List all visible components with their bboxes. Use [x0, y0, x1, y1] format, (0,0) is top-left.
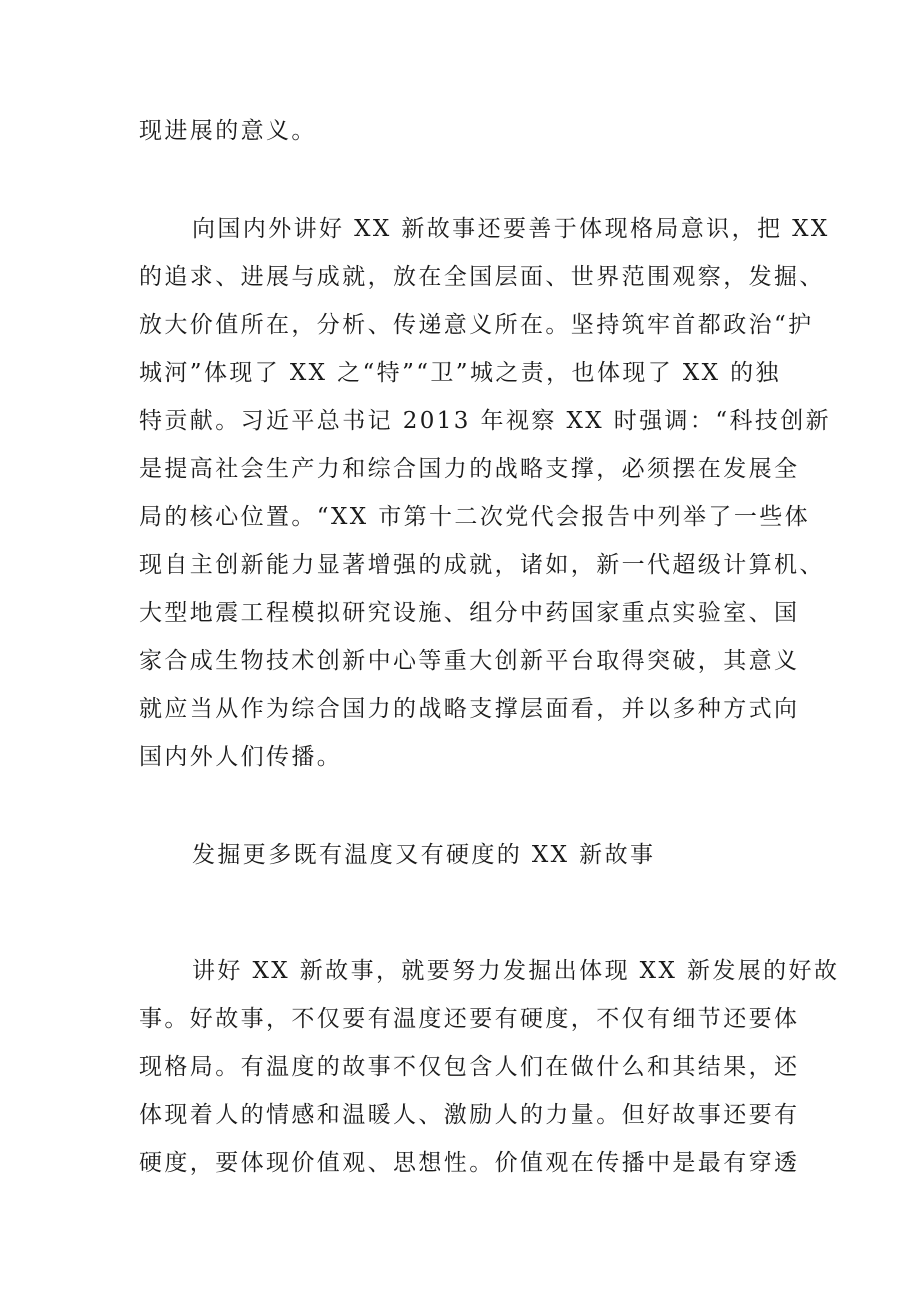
- paragraph-line: 事。好故事，不仅要有温度还要有硬度，不仅有细节还要体: [139, 1006, 800, 1032]
- paragraph-line: 局的核心位置。“XX 市第十二次党代会报告中列举了一些体: [139, 504, 811, 530]
- paragraph-line: 现进展的意义。: [139, 118, 317, 144]
- paragraph-line: 大型地震工程模拟研究设施、组分中药国家重点实验室、国: [139, 600, 800, 626]
- paragraph-line: 硬度，要体现价值观、思想性。价值观在传播中是最有穿透: [139, 1150, 800, 1176]
- paragraph-line: 特贡献。习近平总书记 2013 年视察 XX 时强调：“科技创新: [139, 408, 832, 434]
- paragraph-line: 城河”体现了 XX 之“特”“卫”城之责，也体现了 XX 的独: [139, 360, 781, 386]
- paragraph-line: 向国内外讲好 XX 新故事还要善于体现格局意识，把 XX: [192, 216, 830, 242]
- paragraph-line: 现格局。有温度的故事不仅包含人们在做什么和其结果，还: [139, 1054, 800, 1080]
- paragraph-line: 体现着人的情感和温暖人、激励人的力量。但好故事还要有: [139, 1102, 800, 1128]
- paragraph-line: 国内外人们传播。: [139, 744, 343, 770]
- section-heading: 发掘更多既有温度又有硬度的 XX 新故事: [192, 842, 656, 868]
- paragraph-line: 讲好 XX 新故事，就要努力发掘出体现 XX 新发展的好故: [192, 958, 840, 984]
- paragraph-line: 现自主创新能力显著增强的成就，诸如，新一代超级计算机、: [139, 552, 825, 578]
- paragraph-line: 放大价值所在，分析、传递意义所在。坚持筑牢首都政治“护: [139, 312, 814, 338]
- paragraph-line: 家合成生物技术创新中心等重大创新平台取得突破，其意义: [139, 648, 800, 674]
- paragraph-line: 的追求、进展与成就，放在全国层面、世界范围观察，发掘、: [139, 264, 825, 290]
- paragraph-line: 就应当从作为综合国力的战略支撑层面看，并以多种方式向: [139, 696, 800, 722]
- paragraph-line: 是提高社会生产力和综合国力的战略支撑，必须摆在发展全: [139, 456, 800, 482]
